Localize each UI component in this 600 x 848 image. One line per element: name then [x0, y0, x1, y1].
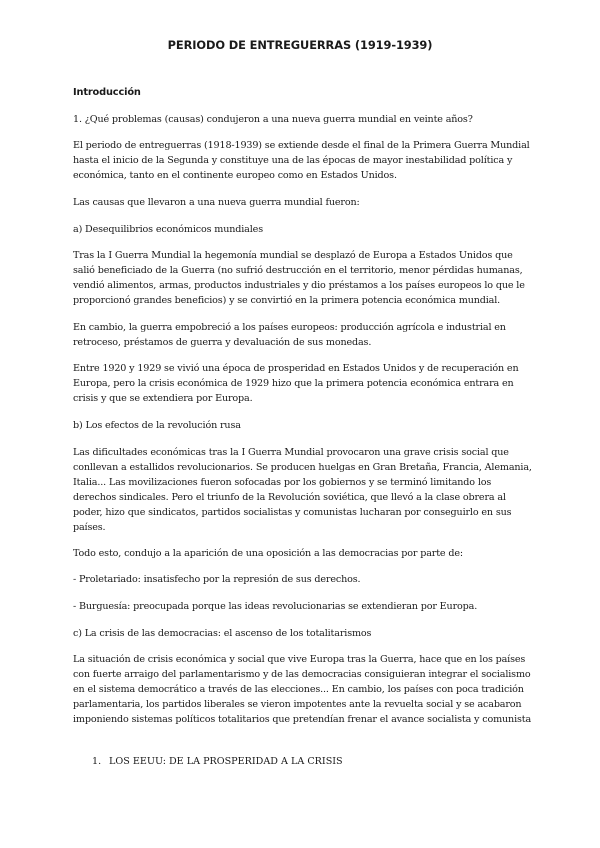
paragraph-1: El periodo de entreguerras (1918-1939) se extiende desde el final de la Primera Guerra Mundial hasta el inicio de la Segunda y constituye una de las épocas de mayor inestabilidad política y económica, tanto en el continente europeo como en Estados Unidos.	[73, 140, 530, 181]
proletariado-line: - Proletariado: insatisfecho por la represión de sus derechos.	[73, 574, 361, 585]
section-b-heading: b) Los efectos de la revolución rusa	[73, 420, 241, 431]
list-number: 1.	[92, 756, 102, 767]
burguesia-line: - Burguesía: preocupada porque las ideas revolucionarias se extendieran por Europa.	[73, 601, 478, 612]
list-item	[92, 754, 343, 769]
document-title: PERIODO DE ENTREGUERRAS (1919-1939)	[167, 38, 433, 52]
paragraph-10: La situación de crisis económica y social que vive Europa tras la Guerra, hace que en los países con fuerte arraigo del parlamentarismo y de las democracias consiguieran integrar el socialismo en el sistema democrático a través de las elecciones... En cambio, los países con poca tradición parlamentaria, los partidos liberales se vieron impotentes ante la revuelta social y se acabaron imponiendo sistemas políticos totalitarios que pretendían frenar el avance socialista y comunista	[73, 654, 532, 725]
paragraph-3: Tras la I Guerra Mundial la hegemonía mundial se desplazó de Europa a Estados Unidos que salió beneficiado de la Guerra (no sufrió destrucción en el territorio, menor pérdidas humanas, vendió alimentos, armas, productos industriales y dio préstamos a los países europeos lo que le proporcionó grandes beneficios) y se convirtió en la primera potencia económica mundial.	[73, 250, 525, 306]
paragraph-4: En cambio, la guerra empobreció a los países europeos: producción agrícola e industrial en retroceso, préstamos de guerra y devaluación de sus monedas.	[73, 322, 506, 348]
section-a-heading: a) Desequilibrios económicos mundiales	[73, 224, 263, 235]
question-text: 1. ¿Qué problemas (causas) condujeron a una nueva guerra mundial en veinte años?	[73, 114, 473, 125]
paragraph-7: Todo esto, condujo a la aparición de una oposición a las democracias por parte de:	[73, 548, 463, 559]
paragraph-5: Entre 1920 y 1929 se vivió una época de prosperidad en Estados Unidos y de recuperación en Europa, pero la crisis económica de 1929 hizo que la primera potencia económica entrara en crisis y que se extendiera por Europa.	[73, 363, 519, 404]
paragraph-2: Las causas que llevaron a una nueva guerra mundial fueron:	[73, 197, 360, 208]
intro-heading: Introducción	[73, 87, 141, 98]
paragraph-6: Las dificultades económicas tras la I Guerra Mundial provocaron una grave crisis social que conllevan a estallidos revolucionarios. Se producen huelgas en Gran Bretaña, Francia, Alemania, Italia... Las movilizaciones fueron sofocadas por los gobiernos y se terminó limitando los derechos sindicales. Pero el triunfo de la Revolución soviética, que llevó a la clase obrera al poder, hizo que sindicatos, partidos socialistas y comunistas lucharan por conseguirlo en sus países.	[73, 447, 532, 533]
section-c-heading: c) La crisis de las democracias: el ascenso de los totalitarismos	[73, 628, 372, 639]
list-item-text: LOS EEUU: DE LA PROSPERIDAD A LA CRISIS	[109, 756, 343, 767]
